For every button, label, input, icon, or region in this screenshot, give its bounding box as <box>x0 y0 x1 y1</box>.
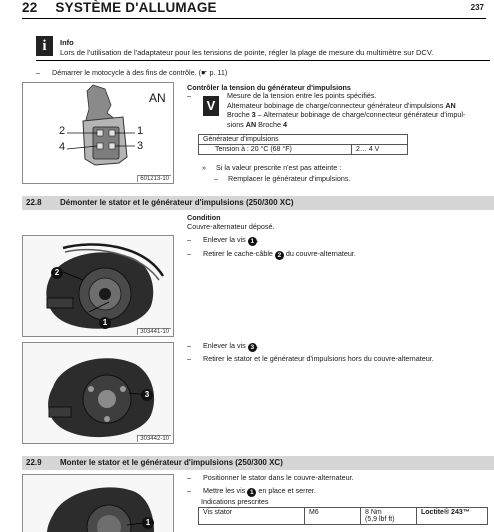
check-line: Mesure de la tension entre les points spécifiés. <box>227 91 377 100</box>
figure-code: 303442-10 <box>137 435 171 442</box>
step-position-stator: – Positionner le stator dans le couvre-alternateur. <box>187 473 354 482</box>
spec-table-header: Générateur d'impulsions <box>199 135 408 145</box>
spec-table-value: 2… 4 V <box>352 145 408 155</box>
check-bullet: – <box>187 91 191 100</box>
step-bullet: – <box>36 68 40 77</box>
connector-label: AN <box>149 91 166 105</box>
header-divider <box>22 18 486 19</box>
check-line: Alternateur bobinage de charge/connecteur générateur d'impulsions AN <box>227 100 456 110</box>
step-remove-screw-3: – Enlever la vis 3 . <box>187 341 259 351</box>
step-install-screws: – Mettre les vis 1 en place et serrer. <box>187 486 316 496</box>
figure-code: 601213-10 <box>137 175 171 182</box>
check-line: Broche 3 – Alternateur bobinage de charge/connecteur générateur d'impul- <box>227 110 466 119</box>
callout-3-icon: 3 <box>248 343 257 352</box>
voltage-spec-table <box>198 134 408 155</box>
page-number: 237 <box>470 3 484 12</box>
condition-line <box>202 163 341 173</box>
section-number: 22.9 <box>26 458 42 467</box>
stator-install-photo <box>22 474 174 532</box>
callout-1-icon: 1 <box>248 237 257 246</box>
spec-table-label: Tension à : 20 °C (68 °F) <box>199 145 352 155</box>
chapter-heading <box>22 0 217 15</box>
spec-title: Indications prescrites <box>201 497 269 506</box>
start-step <box>36 68 227 78</box>
alternator-cover-photo-2 <box>22 342 174 444</box>
info-icon: i <box>36 36 53 56</box>
start-step-text: Démarrer le motocycle à des fins de contrôle. (☛ p. 11) <box>52 68 228 77</box>
photo-callout-1: 1 <box>99 317 111 329</box>
pin-label-4: 4 <box>59 141 66 153</box>
figure-code: 303441-10 <box>137 328 171 335</box>
torque-spec-table <box>198 507 488 525</box>
check-title: Contrôler la tension du générateur d'impulsions <box>187 83 351 92</box>
section-title: Démonter le stator et le générateur d'impulsions (250/300 XC) <box>60 198 294 207</box>
callout-1-icon: 1 <box>247 488 256 497</box>
pin-label-1: 1 <box>137 125 144 137</box>
spec-name: Vis stator <box>199 508 305 525</box>
section-title: Monter le stator et le générateur d'impulsions (250/300 XC) <box>60 458 283 467</box>
connector-figure <box>22 82 174 184</box>
check-description <box>227 91 489 129</box>
section-header-22-9 <box>22 456 494 470</box>
step-remove-cable-cover: – Retirer le cache-câble 2 du couvre-alternateur. <box>187 249 356 259</box>
pin-label-2: 2 <box>59 125 66 137</box>
photo-callout-3: 3 <box>141 389 153 401</box>
condition-text: Si la valeur prescrite n'est pas atteinte : <box>216 163 342 172</box>
pin-label-3: 3 <box>137 140 144 152</box>
step-remove-screw-1: – Enlever la vis 1 . <box>187 235 259 245</box>
section-header-22-8 <box>22 196 494 210</box>
photo-callout-2: 2 <box>51 267 63 279</box>
check-line: sions AN Broche 4 <box>227 119 287 129</box>
chapter-title: SYSTÈME D'ALLUMAGE <box>55 0 217 15</box>
measure-voltage-icon: V <box>203 96 219 116</box>
condition-text: Couvre-alternateur déposé. <box>187 222 275 231</box>
callout-2-icon: 2 <box>275 251 284 260</box>
info-text: Lors de l'utilisation de l'adaptateur pour les tensions de pointe, régler la plage de mesure du multimètre sur DCV. <box>60 48 434 57</box>
alternator-cover-photo-1 <box>22 235 174 337</box>
action-line <box>214 174 350 184</box>
step-remove-stator: – Retirer le stator et le générateur d'impulsions hors du couvre-alternateur. <box>187 354 434 363</box>
info-title: Info <box>60 38 74 47</box>
spec-thread: M6 <box>305 508 361 525</box>
step-bullet: – <box>214 174 218 183</box>
condition-title: Condition <box>187 213 221 222</box>
action-text: Remplacer le générateur d'impulsions. <box>228 174 351 183</box>
chapter-number: 22 <box>22 0 38 15</box>
spec-torque: 8 Nm (5,9 lbf ft) <box>361 508 417 525</box>
info-divider <box>36 60 490 61</box>
section-number: 22.8 <box>26 198 42 207</box>
triangle-bullet-icon: » <box>202 163 206 172</box>
photo-callout-1: 1 <box>142 517 154 529</box>
spec-threadlocker: Loctite® 243™ <box>417 508 488 525</box>
